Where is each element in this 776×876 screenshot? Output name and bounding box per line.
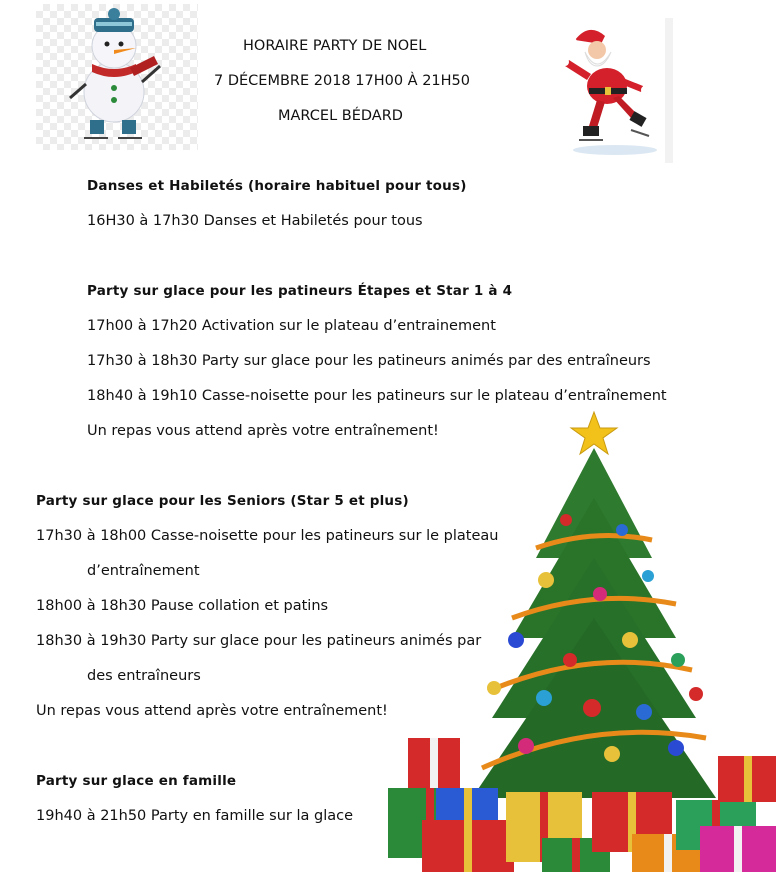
schedule-line: 18h40 à 19h10 Casse-noisette pour les patineurs sur le plateau d’entraînement (87, 388, 667, 404)
schedule-line: 18h00 à 18h30 Pause collation et patins (36, 598, 329, 614)
schedule-line: 19h40 à 21h50 Party en famille sur la glace (36, 808, 354, 824)
header-title: HORAIRE PARTY DE NOEL (243, 38, 427, 54)
snowman-image (36, 4, 198, 150)
schedule-line: 17h30 à 18h00 Casse-noisette pour les patineurs sur le plateau (36, 528, 499, 544)
header-name: MARCEL BÉDARD (278, 108, 403, 124)
schedule-line: 18h30 à 19h30 Party sur glace pour les patineurs animés par (36, 633, 482, 649)
schedule-line: 16H30 à 17h30 Danses et Habiletés pour tous (87, 213, 423, 229)
snowman-icon (36, 4, 198, 150)
schedule-line: 17h00 à 17h20 Activation sur le plateau d’entrainement (87, 318, 496, 334)
header-date: 7 DÉCEMBRE 2018 17H00 À 21H50 (214, 73, 471, 89)
schedule-line-continued: d’entraînement (87, 563, 200, 579)
section-title-danses: Danses et Habiletés (horaire habituel pour tous) (87, 178, 467, 194)
santa-image (545, 18, 673, 163)
section-title-seniors: Party sur glace pour les Seniors (Star 5 et plus) (36, 493, 409, 509)
section-title-famille: Party sur glace en famille (36, 773, 237, 789)
section-title-etapes: Party sur glace pour les patineurs Étapes et Star 1 à 4 (87, 283, 513, 299)
schedule-line: Un repas vous attend après votre entraînement! (36, 703, 388, 719)
schedule-line: 17h30 à 18h30 Party sur glace pour les patineurs animés par des entraîneurs (87, 353, 651, 369)
santa-skating-icon (545, 18, 673, 163)
schedule-line: Un repas vous attend après votre entraînement! (87, 423, 439, 439)
schedule-line-continued: des entraîneurs (87, 668, 201, 684)
